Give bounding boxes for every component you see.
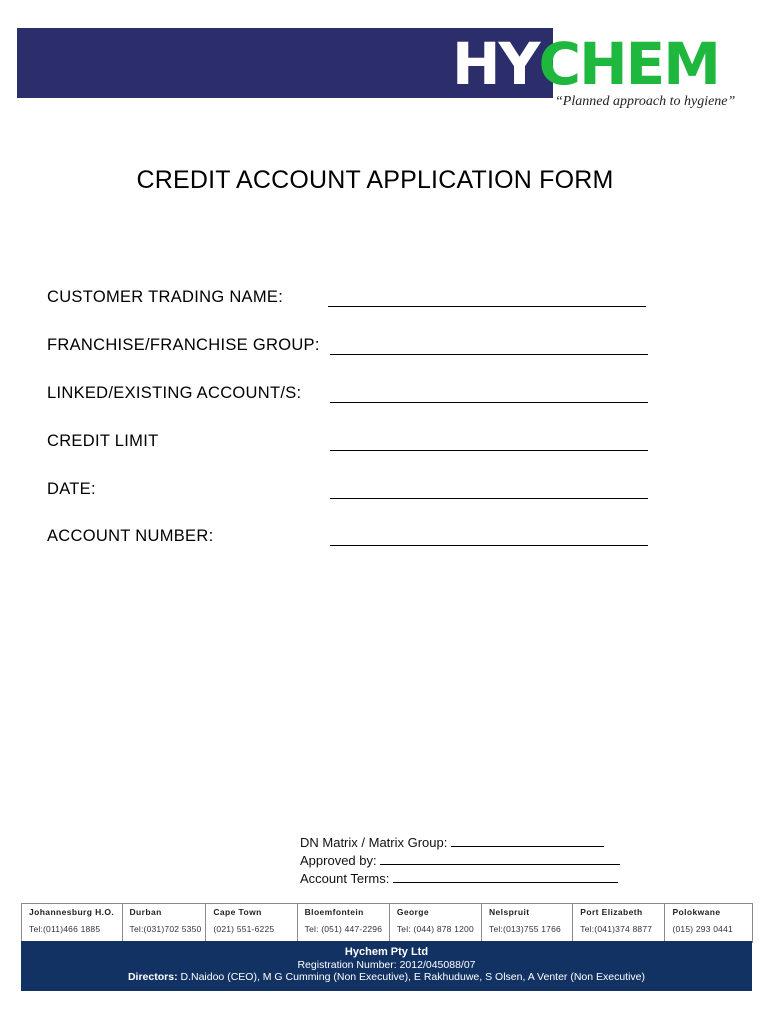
- office-name: Nelspruit: [489, 907, 530, 917]
- credit-limit-field[interactable]: [330, 450, 648, 451]
- directors-label: Directors:: [127, 971, 178, 983]
- office-tel: Tel:(011)466 1885: [29, 924, 101, 934]
- office-cell: [123, 904, 207, 942]
- approval-matrix: [300, 834, 604, 850]
- office-name: Polokwane: [672, 907, 721, 917]
- office-tel: Tel: (044) 878 1200: [396, 924, 474, 934]
- customer-trading-name-label: CUSTOMER TRADING NAME:: [47, 288, 284, 306]
- office-name: Johannesburg H.O.: [29, 907, 115, 917]
- office-name: Port Elizabeth: [580, 907, 643, 917]
- customer-trading-name-field[interactable]: [328, 306, 646, 307]
- registration-number: Registration Number: 2012/045088/07: [297, 959, 476, 971]
- linked-accounts-field[interactable]: [330, 402, 648, 403]
- logo-chem: CHEM: [538, 30, 719, 98]
- office-name: Durban: [129, 907, 162, 917]
- date-field[interactable]: [330, 498, 648, 499]
- franchise-group-field[interactable]: [330, 354, 648, 355]
- office-contacts: [21, 903, 753, 943]
- account-number-field[interactable]: [330, 545, 648, 546]
- office-tel: (021) 551-6225: [213, 924, 275, 934]
- office-cell: [298, 904, 390, 942]
- company-name: Hychem Pty Ltd: [344, 946, 429, 958]
- terms-input[interactable]: [393, 870, 618, 883]
- date-label: DATE:: [47, 480, 96, 498]
- franchise-group-label: FRANCHISE/FRANCHISE GROUP:: [47, 336, 320, 354]
- office-tel: Tel:(041)374 8877: [580, 924, 653, 934]
- office-cell: [22, 904, 123, 942]
- office-cell: [206, 904, 297, 942]
- terms-label: Account Terms:: [300, 871, 390, 886]
- office-tel: (015) 293 0441: [672, 924, 733, 934]
- office-tel: Tel: (051) 447-2296: [304, 924, 383, 934]
- approval-terms: [300, 870, 618, 886]
- office-tel: Tel:(013)755 1766: [489, 924, 561, 934]
- approved-by-label: Approved by:: [300, 853, 377, 868]
- credit-limit-label: CREDIT LIMIT: [47, 432, 159, 450]
- office-cell: [573, 904, 665, 942]
- office-name: Cape Town: [213, 907, 262, 917]
- matrix-input[interactable]: [451, 834, 604, 847]
- office-cell: [482, 904, 573, 942]
- approval-approved-by: [300, 852, 620, 868]
- office-cell: [390, 904, 482, 942]
- office-name: Bloemfontein: [304, 907, 364, 917]
- form-title: CREDIT ACCOUNT APPLICATION FORM: [136, 166, 614, 194]
- linked-accounts-label: LINKED/EXISTING ACCOUNT/S:: [47, 384, 302, 402]
- matrix-label: DN Matrix / Matrix Group:: [300, 835, 448, 850]
- hychem-logo: [452, 30, 752, 98]
- approved-by-input[interactable]: [380, 852, 620, 865]
- company-footer: [21, 941, 752, 991]
- directors-line: [21, 971, 752, 983]
- office-tel: Tel:(031)702 5350: [129, 924, 202, 934]
- tagline: “Planned approach to hygiene”: [555, 94, 736, 109]
- office-name: George: [396, 907, 429, 917]
- logo-hy: HY: [452, 30, 539, 98]
- account-number-label: ACCOUNT NUMBER:: [47, 527, 214, 545]
- office-cell: [665, 904, 752, 942]
- directors-list: D.Naidoo (CEO), M G Cumming (Non Executive), E Rakhuduwe, S Olsen, A Venter (Non Executive): [180, 971, 646, 983]
